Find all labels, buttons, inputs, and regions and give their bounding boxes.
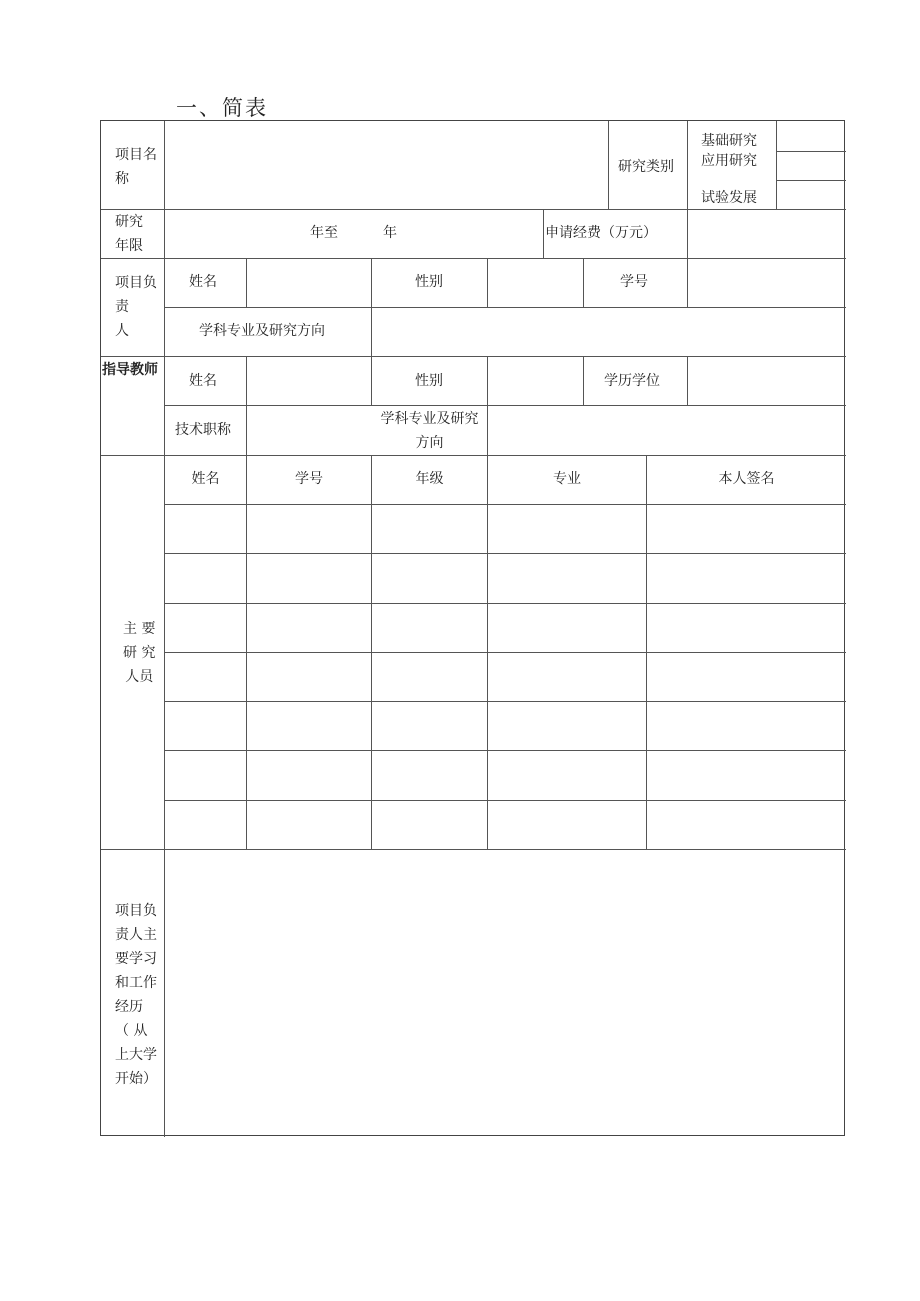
leader-major-label: 学科专业及研究方向	[199, 323, 325, 339]
member-cell-name[interactable]	[165, 604, 246, 652]
summary-form	[100, 120, 845, 1136]
member-cell-grade[interactable]	[372, 801, 487, 849]
member-cell-name[interactable]	[165, 801, 246, 849]
funding-label: 申请经费（万元）	[545, 225, 657, 241]
advisor-degree-label: 学历学位	[604, 373, 660, 389]
category-option-basic: 基础研究	[701, 133, 757, 149]
funding-field[interactable]	[688, 210, 846, 258]
member-cell-signature[interactable]	[647, 801, 846, 849]
members-col-student-id: 学号	[295, 471, 323, 487]
category-check-applied[interactable]	[777, 152, 846, 180]
members-col-signature: 本人签名	[718, 471, 775, 487]
member-cell-major[interactable]	[488, 604, 646, 652]
leader-label: 项目负 责 人	[115, 275, 157, 339]
col-divider	[608, 121, 609, 209]
member-cell-signature[interactable]	[647, 505, 846, 553]
col-divider	[583, 356, 584, 405]
member-cell-signature[interactable]	[647, 751, 846, 799]
category-check-experimental[interactable]	[777, 181, 846, 209]
category-option-applied: 应用研究	[701, 153, 757, 169]
members-col-grade: 年级	[415, 471, 444, 487]
member-cell-grade[interactable]	[372, 554, 487, 602]
member-cell-student-id[interactable]	[247, 604, 371, 652]
experience-label-line: 经历	[115, 999, 143, 1015]
member-cell-major[interactable]	[488, 801, 646, 849]
member-cell-name[interactable]	[165, 554, 246, 602]
col-divider	[543, 209, 544, 258]
leader-gender-label: 性别	[415, 274, 443, 290]
member-cell-name[interactable]	[165, 505, 246, 553]
member-cell-name[interactable]	[165, 751, 246, 799]
category-option-experimental: 试验发展	[701, 190, 757, 206]
member-cell-signature[interactable]	[647, 702, 846, 750]
member-cell-major[interactable]	[488, 505, 646, 553]
advisor-major-label: 学科专业及研究 方向	[380, 411, 479, 451]
advisor-degree-field[interactable]	[688, 357, 846, 405]
member-cell-major[interactable]	[488, 554, 646, 602]
member-cell-major[interactable]	[488, 702, 646, 750]
member-cell-grade[interactable]	[372, 505, 487, 553]
experience-label-line: （ 从	[115, 1023, 148, 1039]
member-cell-student-id[interactable]	[247, 554, 371, 602]
member-cell-name[interactable]	[165, 653, 246, 701]
leader-name-label: 姓名	[189, 274, 217, 290]
year-from-label: 年至	[310, 225, 338, 241]
row-divider	[101, 455, 846, 456]
member-cell-student-id[interactable]	[247, 505, 371, 553]
col-divider	[687, 121, 688, 209]
leader-student-id-label: 学号	[620, 274, 648, 290]
advisor-major-field[interactable]	[488, 406, 846, 455]
leader-major-field[interactable]	[372, 308, 846, 356]
leader-name-field[interactable]	[247, 259, 371, 307]
experience-label-line: 和工作	[115, 975, 157, 991]
page-title: 一、简表	[176, 96, 268, 120]
advisor-gender-label: 性别	[415, 373, 443, 389]
experience-label-line: 责人主	[115, 927, 157, 943]
member-cell-major[interactable]	[488, 653, 646, 701]
experience-field[interactable]	[165, 850, 846, 1137]
project-name-field[interactable]	[165, 122, 608, 209]
experience-label-line: 要学习	[115, 951, 157, 967]
members-col-major: 专业	[553, 471, 581, 487]
advisor-name-field[interactable]	[247, 357, 371, 405]
member-cell-student-id[interactable]	[247, 653, 371, 701]
members-label: 主 要 研 究 人员	[123, 621, 156, 685]
col-divider	[583, 258, 584, 307]
leader-student-id-field[interactable]	[688, 259, 846, 307]
experience-label-line: 开始）	[115, 1071, 157, 1087]
member-cell-signature[interactable]	[647, 604, 846, 652]
member-cell-student-id[interactable]	[247, 801, 371, 849]
member-cell-grade[interactable]	[372, 751, 487, 799]
experience-label-line: 上大学	[115, 1047, 157, 1063]
experience-label-line: 项目负	[115, 903, 157, 919]
leader-gender-field[interactable]	[488, 259, 583, 307]
member-cell-major[interactable]	[488, 751, 646, 799]
member-cell-grade[interactable]	[372, 702, 487, 750]
member-cell-grade[interactable]	[372, 604, 487, 652]
advisor-gender-field[interactable]	[488, 357, 583, 405]
year-to-label: 年	[383, 225, 397, 241]
member-cell-grade[interactable]	[372, 653, 487, 701]
advisor-name-label: 姓名	[189, 373, 217, 389]
member-cell-student-id[interactable]	[247, 702, 371, 750]
advisor-title-label: 技术职称	[175, 422, 231, 438]
member-cell-student-id[interactable]	[247, 751, 371, 799]
advisor-title-field[interactable]	[247, 406, 371, 455]
experience-label	[115, 899, 157, 1091]
member-cell-name[interactable]	[165, 702, 246, 750]
project-name-label: 项目名 称	[115, 147, 157, 187]
members-col-name: 姓名	[191, 471, 220, 487]
category-check-basic[interactable]	[777, 121, 846, 151]
research-period-label: 研究 年限	[115, 214, 143, 254]
research-category-label: 研究类别	[618, 159, 674, 175]
member-cell-signature[interactable]	[647, 653, 846, 701]
member-cell-signature[interactable]	[647, 554, 846, 602]
advisor-label: 指导教师	[102, 362, 158, 378]
